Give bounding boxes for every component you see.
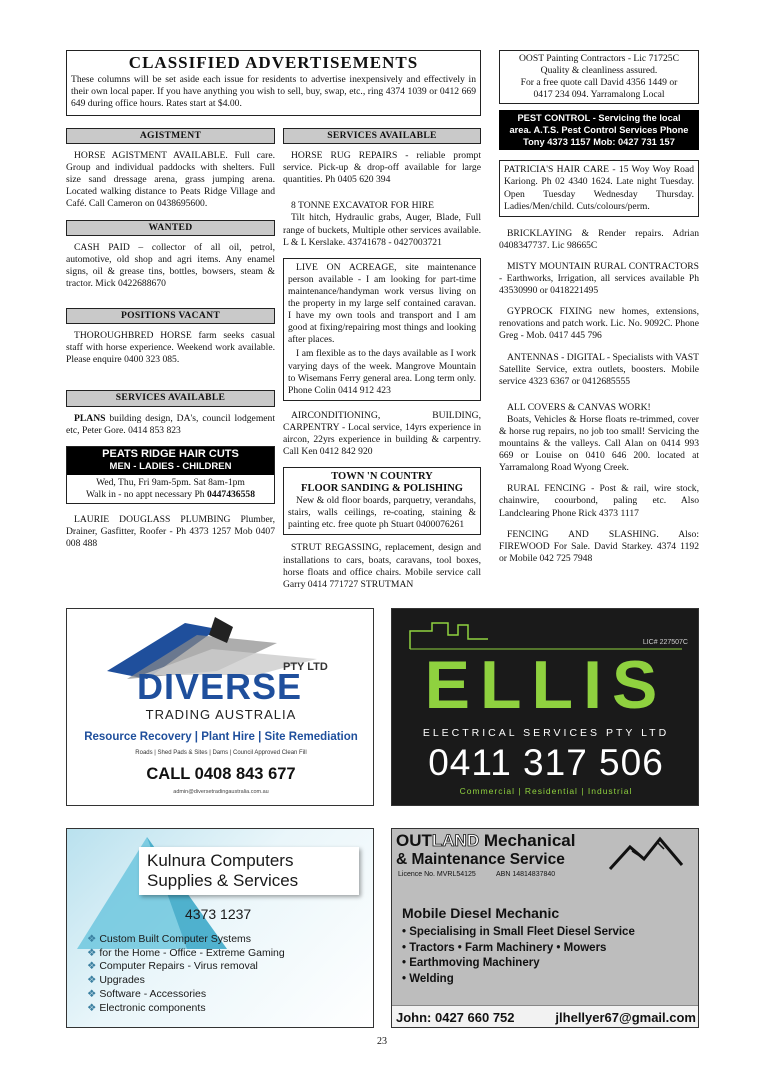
kulnura-item: ❖ Software - Accessories (87, 987, 207, 1000)
hair-phone: 0447436558 (207, 488, 255, 500)
diverse-call: CALL 0408 843 677 (146, 765, 296, 783)
classified-header-box (66, 50, 481, 116)
floor-title-1: TOWN 'N COUNTRY (331, 471, 433, 483)
outland-title (396, 831, 575, 851)
acreage-para-1: LIVE ON ACREAGE, site maintenance person available - I am looking for part-time maintenance/handyman work versus living on the property in my large self contained caravan. I have my own tools and transport and I am good at fixing/repairing most things and looking after places. (288, 261, 476, 346)
ellis-licence: LIC# 227507C (642, 639, 688, 646)
outland-email: jlhellyer67@gmail.com (555, 1010, 696, 1025)
outland-bullet: • Tractors • Farm Machinery • Mowers (402, 941, 607, 954)
ad-strut-regassing: STRUT REGASSING, replacement, design and installations to cars, boats, caravans, tool boxes, horse floats and office chairs. Mobile service call Garry 0414 771727 STRUTMAN (283, 542, 481, 590)
painting-line-4: 0417 234 094. Yarramalong Local (533, 89, 665, 101)
outland-bullet: • Earthmoving Machinery (402, 957, 540, 969)
ad-horse-agistment: HORSE AGISTMENT AVAILABLE. Full care. Group and individual paddocks with shelters. Full size sand dressage arena, grass jumping arena. Located walking distance to Peats Ridge Village and Café. Call Cameron on 0438695600. (66, 150, 275, 210)
ad-excavator: Tilt hitch, Hydraulic grabs, Auger, Blade, Full range of buckets, Multiple other services available. L & L Kerslake. 43741678 - 0427003721 (283, 212, 481, 248)
diamond-bullet-icon: ❖ (87, 974, 97, 987)
page-title: CLASSIFIED ADVERTISEMENTS (128, 53, 419, 72)
section-header-positions-vacant: POSITIONS VACANT (66, 308, 275, 324)
diamond-bullet-icon: ❖ (87, 1001, 97, 1014)
ad-plans (66, 413, 275, 437)
floor-text: New & old floor boards, parquetry, verandahs, stairs, walls ceilings, re-coating, staining & painting etc. free quote ph Stuart 0400076261 (288, 495, 476, 531)
kulnura-title-box (139, 847, 359, 895)
hair-walkin-text: Walk in - no appt necessary Ph (86, 488, 208, 500)
diverse-name: DIVERSE (137, 666, 303, 707)
kulnura-line-1: Kulnura Computers (147, 851, 294, 870)
diamond-bullet-icon: ❖ (87, 987, 97, 1000)
diverse-services: Resource Recovery | Plant Hire | Site Remediation (84, 731, 358, 743)
ad-diverse-trading (66, 608, 374, 806)
ad-thoroughbred: THOROUGHBRED HORSE farm seeks casual staff with horse experience. Weekend work available. Please enquire 0400 323 085. (66, 330, 275, 366)
intro-text: These columns will be set aside each issue for residents to advertise inexpensively and effectively in their own local paper. If you have anything you wish to sell, buy, swap, etc., ring 4374 1039 or 0412 669 649 during office hours. Rates start at $4.00. (71, 74, 476, 109)
ad-airconditioning: AIRCONDITIONING, BUILDING, CARPENTRY - Local service, 14yrs experience in aircon, 22yrs experience in building & carpentry. Call Ken 0412 842 920 (283, 409, 481, 458)
ellis-sub: ELECTRICAL SERVICES PTY LTD (422, 727, 670, 739)
ad-misty-mountain: MISTY MOUNTAIN RURAL CONTRACTORS - Earthworks, Irrigation, all services available Ph 43530990 or 0418221495 (499, 260, 699, 297)
outland-abn: ABN 14814837840 (496, 871, 556, 878)
plans-bold: PLANS (74, 412, 106, 424)
ad-gyprock: GYPROCK FIXING new homes, extensions, renovations and patch work. Lic. No. 9092C. Phone Greg - Mob. 0417 445 796 (499, 306, 699, 342)
hair-walkin (67, 489, 274, 503)
diverse-email: admin@diversetradingaustralia.com.au (173, 789, 269, 795)
floor-title-2: FLOOR SANDING & POLISHING (301, 483, 463, 495)
kulnura-line-2: Supplies & Services (147, 871, 299, 890)
pest-line-2: area. A.T.S. Pest Control Services Phone (509, 125, 689, 136)
hair-subtitle: MEN - LADIES - CHILDREN (67, 461, 274, 475)
ad-kulnura-computers (66, 828, 374, 1028)
kulnura-item: ❖ Electronic components (87, 1001, 206, 1014)
covers-title: ALL COVERS & CANVAS WORK! (507, 401, 651, 413)
ad-covers-canvas: Boats, Vehicles & Horse floats re-trimmed, cover & horse rug repairs, no job too small! Servicing the mountains & the valleys. Call Alan on 0414 993 669 or Louise on 0410 646 200. located at Yarramalong Road Wyong Creek. (499, 413, 699, 474)
ad-plumbing: LAURIE DOUGLASS PLUMBING Plumber, Drainer, Gasfitter, Roofer - Ph 4373 1257 Mob 0407 008 488 (66, 513, 275, 549)
outland-title-2: & Maintenance Service (396, 851, 565, 868)
hair-title: PEATS RIDGE HAIR CUTS (67, 447, 274, 461)
column-2 (283, 120, 481, 600)
section-header-wanted: WANTED (66, 220, 275, 236)
outland-heading: Mobile Diesel Mechanic (402, 905, 560, 921)
kulnura-item: ❖ for the Home - Office - Extreme Gaming (87, 946, 285, 959)
kulnura-item: ❖ Computer Repairs - Virus removal (87, 960, 258, 973)
pest-line-3: Tony 4373 1157 Mob: 0427 731 157 (523, 137, 675, 148)
section-header-services-available: SERVICES AVAILABLE (66, 390, 275, 406)
kulnura-item: ❖ Upgrades (87, 974, 145, 987)
kulnura-items (87, 933, 367, 1015)
column-1 (66, 120, 275, 559)
ad-oost-painting (499, 50, 699, 104)
section-header-agistment: AGISTMENT (66, 128, 275, 144)
pest-line-1: PEST CONTROL - Servicing the local (517, 113, 681, 124)
ad-floor-sanding (283, 467, 481, 535)
painting-line-2: Quality & cleanliness assured. (540, 65, 658, 77)
page-number: 23 (377, 1036, 387, 1047)
excavator-title: 8 TONNE EXCAVATOR FOR HIRE (291, 200, 435, 212)
ad-antennas: ANTENNAS - DIGITAL - Specialists with VAST Satellite Service, extra outlets, boosters. Mobile service 4323 6367 or 0412685555 (499, 351, 699, 387)
ad-peats-ridge-hair (66, 446, 275, 504)
ad-pest-control (499, 110, 699, 150)
diamond-bullet-icon: ❖ (87, 933, 97, 945)
ad-rural-fencing: RURAL FENCING - Post & rail, wire stock, chainwire, coourbond, paling etc. Also Landclearing Phone Rick 4373 1117 (499, 483, 699, 519)
diamond-bullet-icon: ❖ (87, 946, 97, 959)
kulnura-phone: 4373 1237 (185, 906, 252, 922)
diverse-small: Roads | Shed Pads & Sites | Dams | Council Approved Clean Fill (135, 750, 307, 756)
column-3 (499, 50, 699, 574)
ad-live-on-acreage (283, 258, 481, 401)
outland-bullets (402, 925, 692, 987)
acreage-para-2: I am flexible as to the days available as I work varying days of the week. Mangrove Mountain to Wisemans Ferry general area. Long term only. Phone Colin 0414 912 423 (288, 348, 476, 396)
painting-line-3: For a free quote call David 4356 1449 or (520, 77, 678, 89)
painting-line-1: OOST Painting Contractors - Lic 71725C (519, 53, 679, 64)
outland-bullet: • Welding (402, 972, 454, 985)
ad-patricias-hair-care: PATRICIA'S HAIR CARE - 15 Woy Woy Road Kariong. Ph 02 4340 1624. Late night Tuesday. Open Tuesday Wednesday Thursday. Ladies/Men/child. Cuts/colours/perm. (499, 160, 699, 216)
ad-cash-paid: CASH PAID – collector of all oil, petrol, automotive, old shop and agri items. Any enamel signs, oil & grease tins, bottles, bowsers, steam & tractor. Mick 0422688670 (66, 241, 275, 289)
section-header-services-available-2: SERVICES AVAILABLE (283, 128, 481, 144)
ellis-name: ELLIS (424, 647, 668, 723)
diverse-sub: TRADING AUSTRALIA (145, 707, 297, 722)
ad-outland-mechanical (391, 828, 699, 1028)
diamond-bullet-icon: ❖ (87, 960, 97, 973)
ad-horse-rug-repairs: HORSE RUG REPAIRS - reliable prompt service. Pick-up & drop-off available for large quantities. Ph 0405 620 394 (283, 150, 481, 186)
outland-title-land: LAND (431, 831, 480, 850)
ellis-phone: 0411 317 506 (428, 742, 664, 783)
kulnura-item: ❖ Custom Built Computer Systems (87, 933, 252, 945)
hair-hours: Wed, Thu, Fri 9am-5pm. Sat 8am-1pm (96, 476, 245, 488)
outland-contact-bar (392, 1005, 699, 1028)
ad-ellis-electrical (391, 608, 699, 806)
outland-title-out: OUT (396, 831, 432, 850)
diverse-pty: PTY LTD (283, 661, 328, 673)
plans-text: building design, DA's, council lodgement etc, Peter Gore. 0414 853 823 (66, 412, 275, 436)
outland-title-mech: Mechanical (479, 831, 576, 850)
outland-bullet: • Specialising in Small Fleet Diesel Service (402, 926, 635, 938)
ad-fencing-slashing: FENCING AND SLASHING. Also: FIREWOOD For Sale. David Starkey. 4374 1192 or Mobile 042 725 7948 (499, 528, 699, 564)
outland-licence: Licence No. MVRL54125 (398, 871, 476, 878)
ad-bricklaying: BRICKLAYING & Render repairs. Adrian 0408347737. Lic 98665C (499, 227, 699, 251)
outland-phone: John: 0427 660 752 (396, 1010, 515, 1025)
ellis-tagline: Commercial | Residential | Industrial (459, 786, 633, 796)
